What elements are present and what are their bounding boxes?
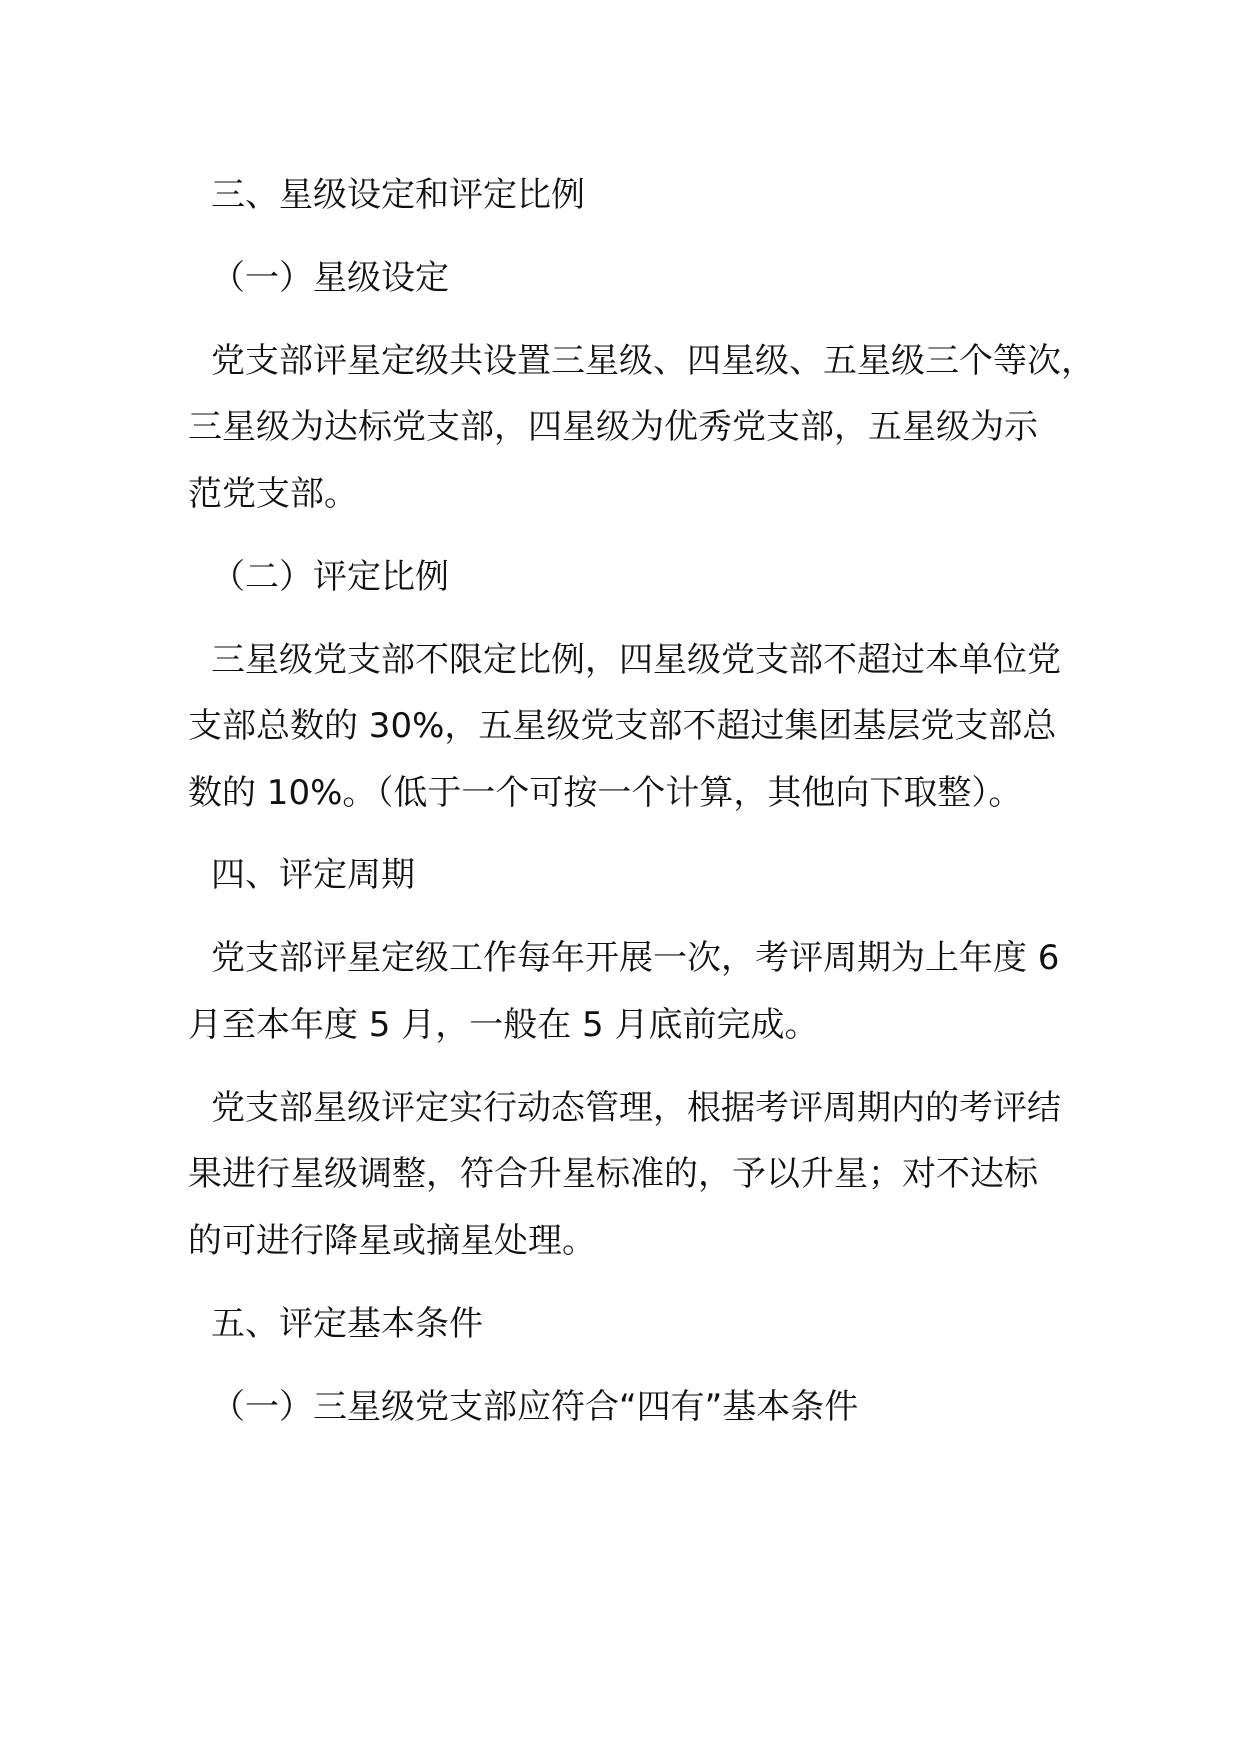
subheading-star-setting: （一）星级设定 xyxy=(211,258,449,298)
paragraph-line: 数的 10%。（低于一个可按一个计算，其他向下取整）。 xyxy=(188,773,1023,813)
heading-section-4: 四、评定周期 xyxy=(211,855,415,895)
subheading-three-star: （一）三星级党支部应符合“四有”基本条件 xyxy=(211,1387,859,1427)
paragraph-line: 的可进行降星或摘星处理。 xyxy=(188,1221,596,1261)
paragraph-line: 支部总数的 30%，五星级党支部不超过集团基层党支部总 xyxy=(188,706,1057,746)
heading-section-5: 五、评定基本条件 xyxy=(211,1304,483,1344)
paragraph-line: 范党支部。 xyxy=(188,474,358,514)
paragraph-line: 党支部评星定级共设置三星级、四星级、五星级三个等次， xyxy=(211,341,1095,381)
paragraph-line: 果进行星级调整，符合升星标准的，予以升星；对不达标 xyxy=(188,1154,1038,1194)
paragraph-line: 月至本年度 5 月，一般在 5 月底前完成。 xyxy=(188,1005,819,1045)
heading-section-3: 三、星级设定和评定比例 xyxy=(211,175,585,215)
paragraph-line: 三星级为达标党支部，四星级为优秀党支部，五星级为示 xyxy=(188,407,1038,447)
paragraph-line: 三星级党支部不限定比例，四星级党支部不超过本单位党 xyxy=(211,640,1061,680)
subheading-ratio: （二）评定比例 xyxy=(211,557,449,597)
paragraph-line: 党支部星级评定实行动态管理，根据考评周期内的考评结 xyxy=(211,1088,1061,1128)
paragraph-line: 党支部评星定级工作每年开展一次，考评周期为上年度 6 xyxy=(211,938,1060,978)
